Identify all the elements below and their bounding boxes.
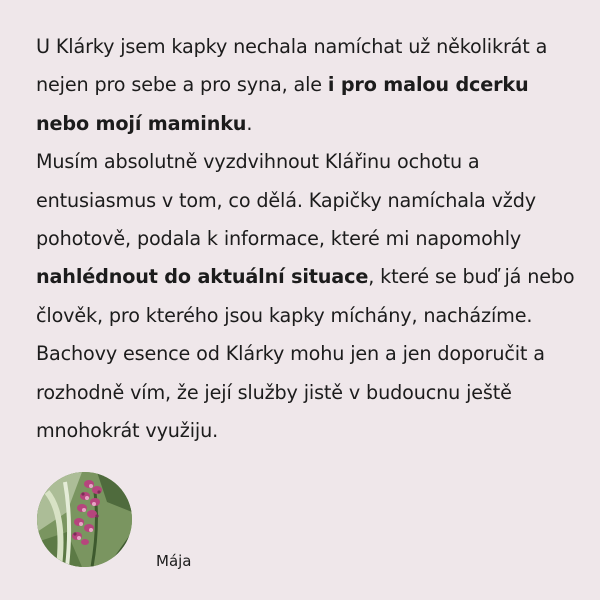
flower-photo-icon: [37, 472, 132, 567]
testimonial-text-segment: , které se buď já nebo člověk, pro kterého jsou kapky míchány, nacházíme. Bachovy esence od Klárky mohu jen a jen doporučit a rozhodně vím, že její služby jistě v budoucnu ještě mnohokrát využiju.: [36, 265, 575, 443]
author-avatar: [37, 472, 132, 567]
author-name: Mája: [156, 552, 192, 570]
testimonial-highlight: nahlédnout do aktuální situace: [36, 265, 369, 289]
testimonial-paragraph-1: [36, 28, 576, 143]
testimonial-text: [36, 28, 576, 450]
testimonial-paragraph-2: [36, 143, 576, 450]
testimonial-text-segment: U Klárky jsem kapky nechala namíchat už několikrát a nejen pro sebe a pro syna, ale: [36, 35, 548, 97]
testimonial-highlight: i pro malou dcerku nebo mojí maminku: [36, 73, 529, 135]
testimonial-text-segment: .: [246, 111, 253, 135]
testimonial-text-segment: Musím absolutně vyzdvihnout Klářinu ochotu a entusiasmus v tom, co dělá. Kapičky namíchala vždy pohotově, podala k informace, které mi napomohly: [36, 150, 536, 251]
